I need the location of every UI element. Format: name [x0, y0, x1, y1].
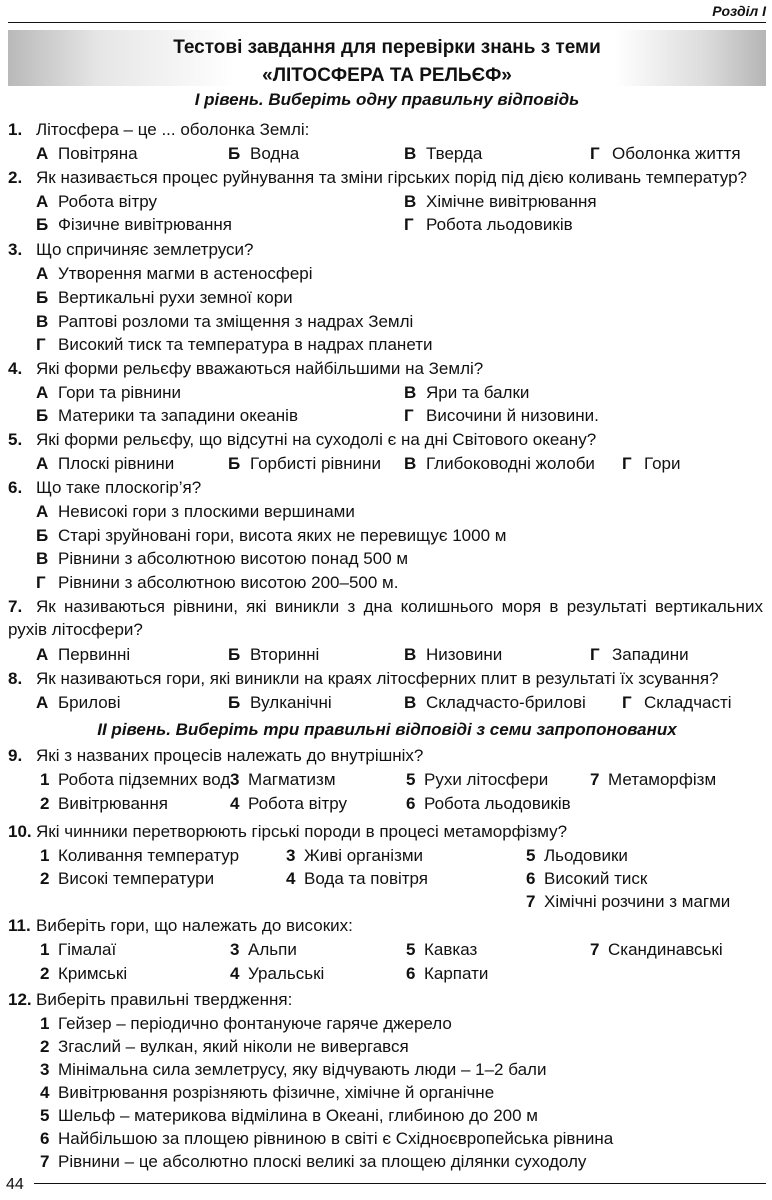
answer-option: 4 Вода та повітря: [286, 869, 429, 888]
answer-option: А Гори та рівнини: [36, 383, 182, 402]
question-text: Які чинники перетворюють гірські породи в процесі метаморфізму?: [36, 822, 568, 841]
answer-option: Б Вертикальні рухи земної кори: [36, 288, 293, 307]
answer-option: Б Водна: [228, 144, 300, 163]
answer-option: 2 Згаслий – вулкан, який ніколи не вивергався: [40, 1037, 409, 1056]
answer-option: 5 Кавказ: [406, 940, 478, 959]
question-text: Літосфера – це ... оболонка Землі:: [36, 120, 310, 139]
answer-option: 6 Робота льодовиків: [406, 794, 571, 813]
question-text: Виберіть гори, що належать до високих:: [36, 916, 353, 935]
answer-option: Г Складчасті: [622, 693, 732, 712]
answer-option: 4 Робота вітру: [230, 794, 347, 813]
answer-option: 6 Найбільшою за площею рівниною в світі є Східноєвропейська рівнина: [40, 1129, 614, 1148]
answer-option: А Невисокі гори з плоскими вершинами: [36, 502, 355, 521]
answer-option: 6 Карпати: [406, 964, 489, 983]
question-text: Як називаються гори, які виникли на краях літосферних плит в результаті їх зсування?: [36, 669, 719, 688]
answer-option: Г Височини й низовини.: [404, 406, 599, 425]
question-number: 8.: [8, 669, 23, 688]
answer-option: В Раптові розломи та зміщення з надрах Землі: [36, 312, 414, 331]
answer-option: 1 Гейзер – періодично фонтануюче гаряче джерело: [40, 1014, 452, 1033]
question-number: 6.: [8, 478, 23, 497]
answer-option: 7 Рівнини – це абсолютно плоскі великі за площею ділянки суходолу: [40, 1152, 587, 1171]
question-number: 2.: [8, 168, 23, 187]
answer-option: 2 Кримські: [40, 964, 128, 983]
answer-option: Б Вторинні: [228, 645, 320, 664]
answer-option: 1 Гімалаї: [40, 940, 117, 959]
answer-option: 3 Магматизм: [230, 770, 336, 789]
question-text: Що спричиняє землетруси?: [36, 240, 254, 259]
question-text: Як називається процес руйнування та зміни гірських порід під дією коливань температур?: [36, 168, 748, 187]
page-number: 44: [6, 1176, 24, 1193]
answer-option: 4 Уральські: [230, 964, 325, 983]
answer-option: А Повітряна: [36, 144, 138, 163]
question-number: 1.: [8, 120, 23, 139]
answer-option: Г Робота льодовиків: [404, 215, 573, 234]
answer-option: А Плоскі рівнини: [36, 454, 175, 473]
question-5: [8, 428, 768, 451]
question-text: Які форми рельєфу вважаються найбільшими на Землі?: [36, 359, 484, 378]
answer-option: Б Старі зруйновані гори, висота яких не перевищує 1000 м: [36, 526, 507, 545]
answer-option: 5 Рухи літосфери: [406, 770, 549, 789]
question-6: [8, 476, 768, 499]
page-title: [8, 34, 766, 90]
question-number: 11.: [8, 916, 31, 935]
question-3: [8, 238, 768, 261]
question-1: [8, 118, 768, 141]
answer-option: 3 Мінімальна сила землетрусу, яку відчувають люди – 1–2 бали: [40, 1060, 547, 1079]
question-text: Як називаються рівнини, які виникли з дна колишнього моря в результаті вертикальних рухів літосфери?: [8, 597, 763, 639]
answer-option: Г Високий тиск та температура в надрах планети: [36, 335, 433, 354]
question-number: 4.: [8, 359, 23, 378]
answer-option: 2 Вивітрювання: [40, 794, 168, 813]
answer-option: 3 Живі організми: [286, 846, 424, 865]
title-line-2: «ЛІТОСФЕРА ТА РЕЛЬЄФ»: [262, 65, 512, 86]
level-2-heading: ІІ рівень. Виберіть три правильні відповіді з семи запропонованих: [97, 720, 677, 739]
answer-option: Б Горбисті рівнини: [228, 454, 382, 473]
answer-option: Г Гори: [622, 454, 681, 473]
answer-option: Б Вулканічні: [228, 693, 332, 712]
question-2: [8, 166, 768, 189]
answer-option: 1 Робота підземних вод: [40, 770, 231, 789]
question-number: 10.: [8, 822, 32, 841]
question-8: [8, 667, 768, 690]
question-11: [8, 914, 768, 937]
answer-option: А Брилові: [36, 693, 121, 712]
question-4: [8, 357, 768, 380]
answer-option: А Утворення магми в астеносфері: [36, 264, 313, 283]
question-number: 5.: [8, 430, 23, 449]
answer-option: 7 Хімічні розчини з магми: [526, 892, 731, 911]
answer-option: А Первинні: [36, 645, 131, 664]
answer-option: В Тверда: [404, 144, 483, 163]
question-number: 9.: [8, 746, 23, 765]
answer-option: 5 Льодовики: [526, 846, 628, 865]
answer-option: 7 Скандинавські: [590, 940, 723, 959]
answer-option: В Глибоководні жолоби: [404, 454, 595, 473]
footer-rule: [34, 1183, 766, 1184]
level-1-heading: І рівень. Виберіть одну правильну відповідь: [194, 90, 580, 109]
question-10: [8, 820, 768, 843]
question-number: 7.: [8, 597, 23, 616]
question-text: Які форми рельєфу, що відсутні на суходолі є на дні Світового океану?: [36, 430, 597, 449]
answer-option: 7 Метаморфізм: [590, 770, 717, 789]
answer-option: 1 Коливання температур: [40, 846, 240, 865]
answer-option: 5 Шельф – материкова відмілина в Океані, глибиною до 200 м: [40, 1106, 538, 1125]
question-9: [8, 744, 768, 767]
answer-option: А Робота вітру: [36, 192, 157, 211]
answer-option: 2 Високі температури: [40, 869, 215, 888]
header-rule: [8, 22, 766, 23]
question-text: Виберіть правильні твердження:: [36, 990, 293, 1009]
answer-option: Б Фізичне вивітрювання: [36, 215, 233, 234]
question-text: Які з названих процесів належать до внутрішніх?: [36, 746, 424, 765]
answer-option: Г Оболонка життя: [590, 144, 741, 163]
answer-option: Б Материки та западини океанів: [36, 406, 298, 425]
question-text: Що таке плоскогір’я?: [36, 478, 202, 497]
question-7: [8, 595, 763, 641]
title-line-1: Тестові завдання для перевірки знань з теми: [173, 37, 601, 58]
answer-option: Г Рівнини з абсолютною висотою 200–500 м.: [36, 573, 399, 592]
answer-option: В Хімічне вивітрювання: [404, 192, 597, 211]
answer-option: В Яри та балки: [404, 383, 530, 402]
answer-option: В Низовини: [404, 645, 503, 664]
question-number: 12.: [8, 990, 32, 1009]
answer-option: Г Западини: [590, 645, 689, 664]
answer-option: В Складчасто-брилові: [404, 693, 586, 712]
answer-option: В Рівнини з абсолютною висотою понад 500 м: [36, 549, 409, 568]
answer-option: 3 Альпи: [230, 940, 297, 959]
answer-option: 6 Високий тиск: [526, 869, 648, 888]
question-number: 3.: [8, 240, 23, 259]
section-label: Розділ І: [712, 3, 766, 19]
question-12: [8, 988, 768, 1011]
answer-option: 4 Вивітрювання розрізняють фізичне, хімічне й органічне: [40, 1083, 495, 1102]
